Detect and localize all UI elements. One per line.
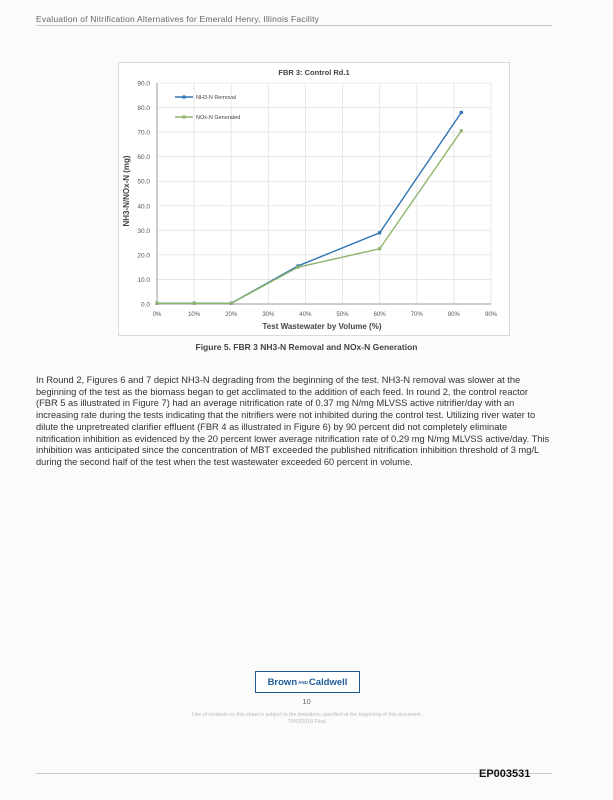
- brown-and-caldwell-logo: [255, 671, 360, 693]
- x-tick-label: 80%: [447, 312, 460, 318]
- legend-marker-1: [182, 115, 185, 118]
- series-marker-0: [378, 231, 381, 234]
- y-tick-label: 10.0: [137, 276, 150, 284]
- x-tick-label: 60%: [373, 312, 386, 318]
- x-tick-label: 10%: [188, 312, 201, 318]
- series-line-0: [157, 112, 461, 303]
- y-tick-label: 70.0: [137, 129, 150, 137]
- y-tick-label: 30.0: [137, 227, 150, 235]
- x-tick-label: 90%: [484, 312, 498, 318]
- y-tick-label: 0.0: [140, 301, 150, 309]
- legend-label-0: NH3-N Removal: [196, 95, 237, 102]
- x-tick-label: 50%: [336, 312, 349, 318]
- logo-and: AND: [298, 679, 308, 685]
- x-tick-label: 0%: [152, 312, 162, 318]
- figure-5-chart: [118, 62, 510, 336]
- page-number: 10: [302, 697, 311, 706]
- footer-rule: [36, 773, 552, 774]
- x-tick-label: 40%: [299, 312, 312, 318]
- x-tick-label: 30%: [262, 312, 275, 318]
- y-tick-label: 50.0: [137, 178, 150, 186]
- x-tick-label: 70%: [410, 312, 423, 318]
- y-tick-label: 20.0: [137, 252, 150, 260]
- y-tick-label: 90.0: [137, 80, 150, 88]
- legend-marker-0: [182, 95, 185, 98]
- logo-caldwell: Caldwell: [308, 676, 348, 688]
- series-marker-1: [193, 302, 196, 305]
- series-marker-1: [296, 266, 299, 269]
- logo-brown: Brown: [267, 676, 298, 688]
- y-axis-label: NH3-N/NOx-N (mg): [122, 155, 131, 227]
- body-paragraph: In Round 2, Figures 6 and 7 depict NH3-N degrading from the beginning of the test. NH3-N removal was slower at the beginning of the test as the biomass began to get acclimated to the addition of each feed. In round 2, the control reactor (FBR 5 as illustrated in Figure 7) had an average nitrification rate of 0.37 mg N/mg MLVSS active nitrifier/day with an increasing rate during the tests indicating that the nitrifiers were not inhibited during the control test. Utilizing river water to dilute the unpretreated clarifier effluent (FBR 4 as illustrated in Figure 6) by 90 percent did not completely eliminate nitrification inhibition as evidenced by the 20 percent lower average nitrification rate of 0.29 mg N/mg MLVSS active/day. This inhibition was anticipated since the concentration of MBT exceeded the published nitrification inhibition threshold of 3 mg/L during the second half of the test when the test wastewater exceeded 60 percent in volume.: [36, 375, 550, 467]
- x-axis-label: Test Wastewater by Volume (%): [262, 322, 382, 331]
- series-marker-1: [378, 247, 381, 250]
- figure-caption: Figure 5. FBR 3 NH3-N Removal and NOx-N Generation: [195, 342, 418, 352]
- footer-note-line-1: Use of contents on this sheet is subject to the limitations specified at the beginning of this document.: [191, 712, 423, 718]
- chart-legend: [175, 95, 240, 121]
- x-tick-label: 20%: [225, 312, 238, 318]
- series-marker-1: [460, 129, 463, 132]
- y-tick-labels: [137, 81, 150, 309]
- y-tick-label: 40.0: [137, 203, 150, 211]
- series-marker-1: [155, 302, 158, 305]
- y-tick-label: 80.0: [137, 105, 150, 113]
- y-tick-label: 60.0: [137, 154, 150, 162]
- running-header: Evaluation of Nitrification Alternatives for Emerald Henry, Illinois Facility: [36, 14, 320, 24]
- chart-title: FBR 3: Control Rd.1: [278, 68, 350, 77]
- bates-number: EP003531: [479, 768, 531, 780]
- series-marker-0: [460, 111, 463, 114]
- header-rule: [36, 25, 552, 26]
- footer-note: [166, 712, 448, 726]
- chart-svg: [119, 63, 509, 335]
- legend-label-1: NOx-N Generated: [196, 115, 241, 122]
- footer-note-line-2: TM032918 Final: [288, 719, 326, 725]
- x-tick-labels: [153, 312, 498, 318]
- series-marker-1: [230, 302, 233, 305]
